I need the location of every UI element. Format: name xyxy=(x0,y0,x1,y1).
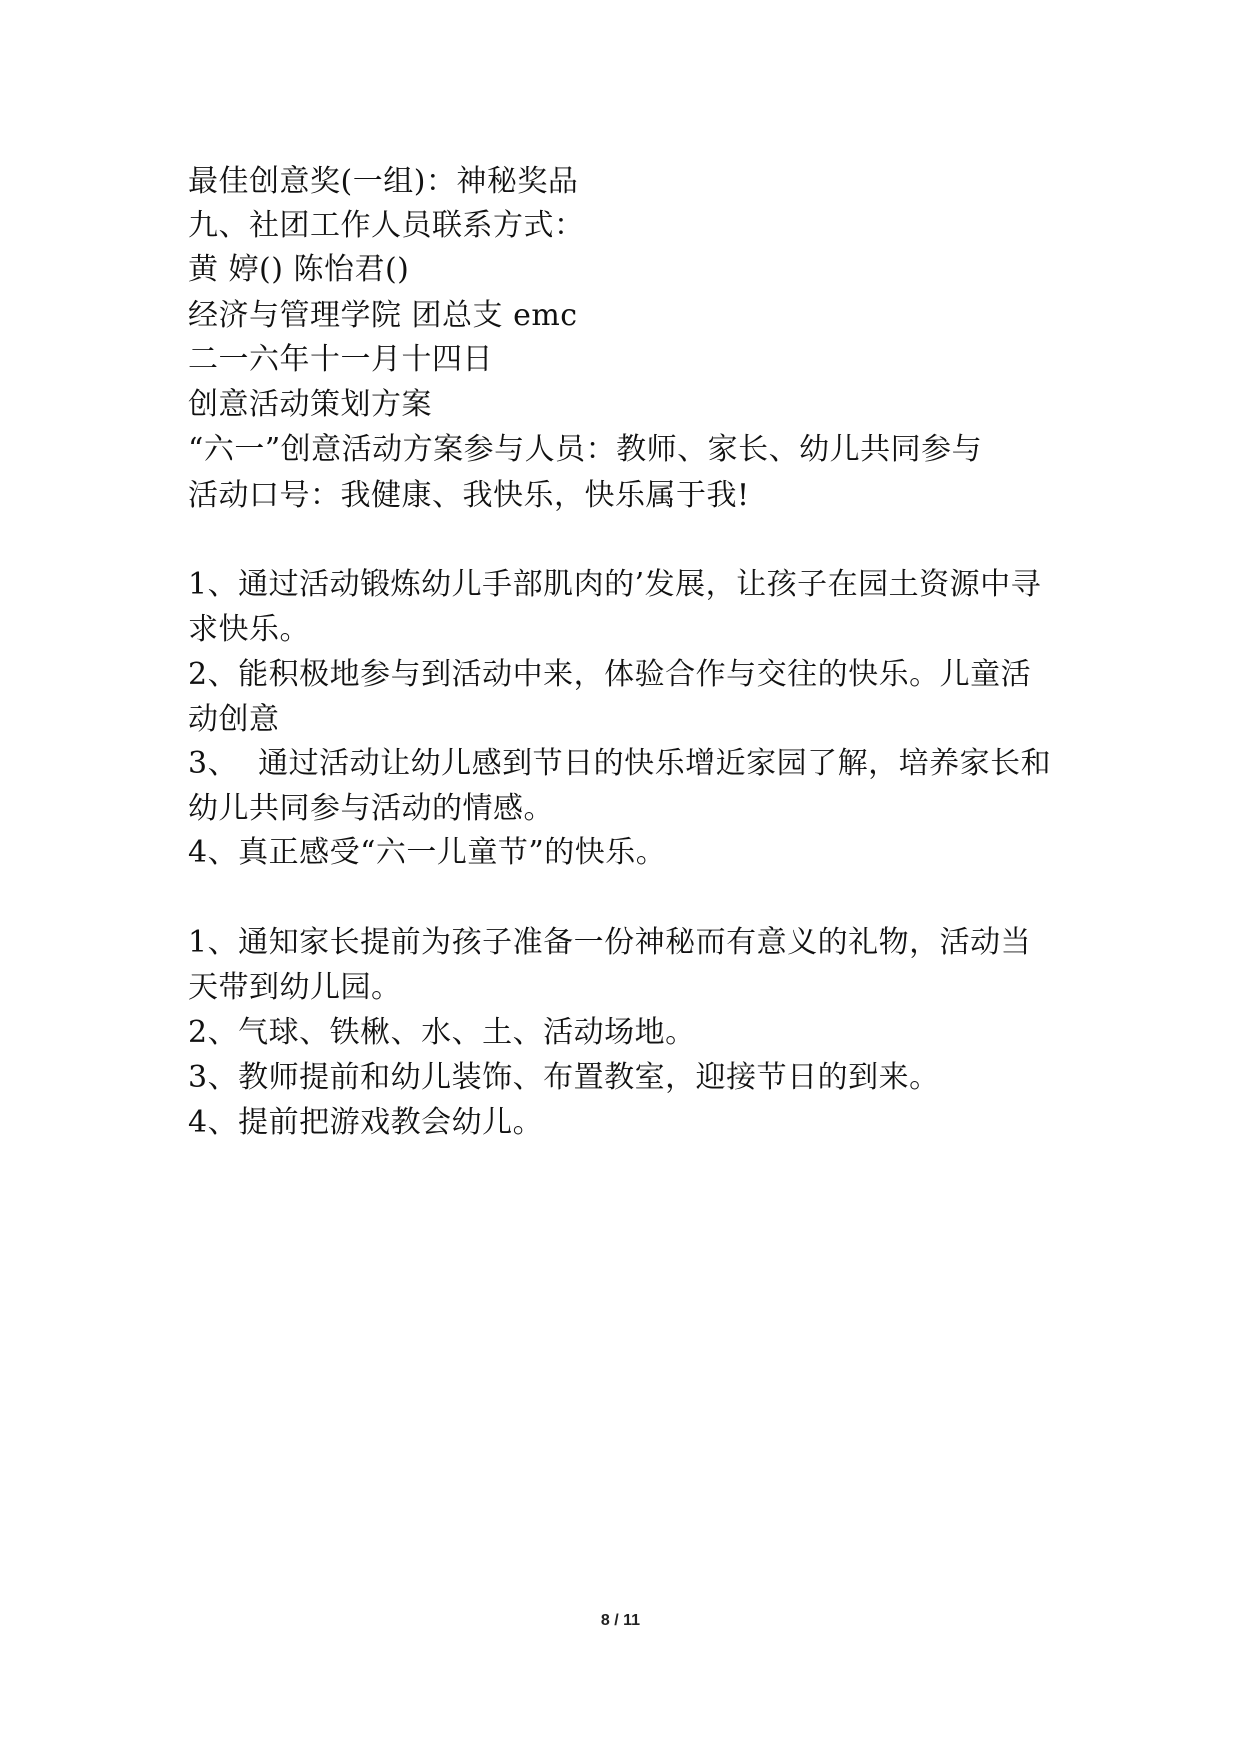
text-line: 最佳创意奖(一组)：神秘奖品 xyxy=(188,164,579,199)
text-line: 求快乐。 xyxy=(188,612,310,647)
text-line: 2、气球、铁楸、水、土、活动场地。 xyxy=(188,1015,696,1050)
text-line: 1、通知家长提前为孩子准备一份神秘而有意义的礼物，活动当 xyxy=(188,925,1032,960)
text-line: 创意活动策划方案 xyxy=(188,387,432,422)
text-line: “六一”创意活动方案参与人员：教师、家长、幼儿共同参与 xyxy=(188,432,983,467)
text-line: 4、真正感受“六一儿童节”的快乐。 xyxy=(188,835,667,870)
text-line: 经济与管理学院 团总支 emc xyxy=(188,298,578,333)
text-line: 动创意 xyxy=(188,702,280,737)
text-line: 4、提前把游戏教会幼儿。 xyxy=(188,1105,544,1140)
text-line: 活动口号：我健康、我快乐，快乐属于我! xyxy=(188,478,750,513)
text-line: 3、教师提前和幼儿装饰、布置教室，迎接节日的到来。 xyxy=(188,1060,940,1095)
text-line: 1、通过活动锻炼幼儿手部肌肉的’发展，让孩子在园土资源中寻 xyxy=(188,567,1042,602)
text-line: 黄 婷() 陈怡君() xyxy=(188,252,410,287)
text-line: 天带到幼儿园。 xyxy=(188,970,402,1005)
page-number: 8 / 11 xyxy=(600,1612,641,1629)
text-line: 2、能积极地参与到活动中来，体验合作与交往的快乐。儿童活 xyxy=(188,657,1032,692)
text-line: 3、 通过活动让幼儿感到节日的快乐增近家园了解，培养家长和 xyxy=(188,746,1052,781)
text-line: 二一六年十一月十四日 xyxy=(188,342,493,377)
text-line: 九、社团工作人员联系方式： xyxy=(188,208,585,243)
text-line: 幼儿共同参与活动的情感。 xyxy=(188,791,554,826)
